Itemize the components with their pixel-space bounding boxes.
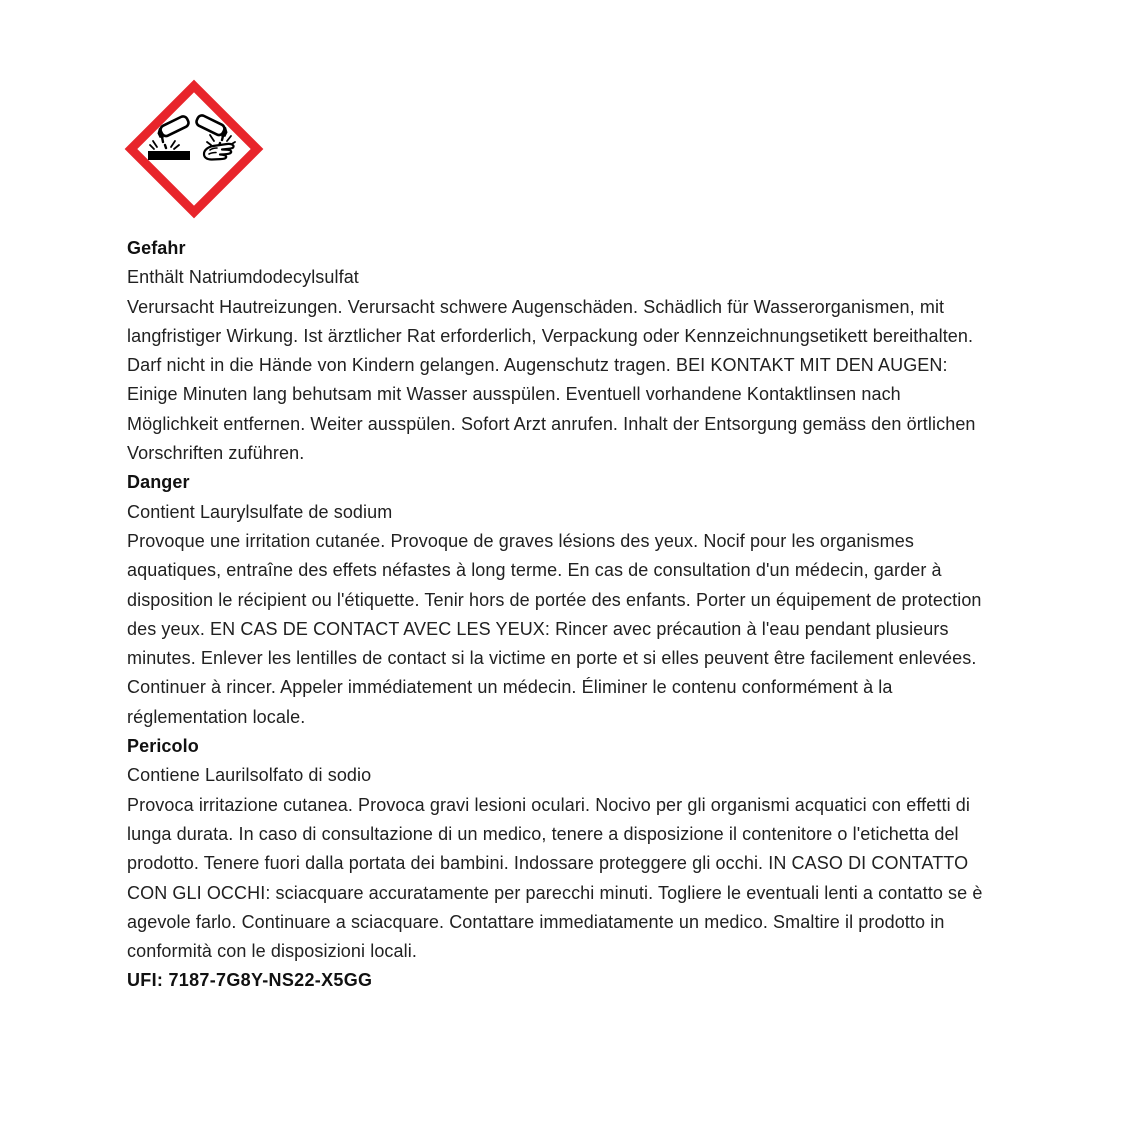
contains-statement-de: Enthält Natriumdodecylsulfat (127, 267, 359, 288)
contains-statement-it: Contiene Laurilsolfato di sodio (127, 765, 372, 786)
hazard-statements-fr: Provoque une irritation cutanée. Provoque de graves lésions des yeux. Nocif pour les organismes aquatiques, entraîne des effets néfastes à long terme. En cas de consultation d'un médecin, garder à disposition le récipient ou l'étiquette. Tenir hors de portée des enfants. Porter un équipement de protection des yeux. EN CAS DE CONTACT AVEC LES YEUX: Rincer avec précaution à l'eau pendant plusieurs minutes. Enlever les lentilles de contact si la victime en porte et si elles peuvent être facilement enlevées. Continuer à rincer. Appeler immédiatement un médecin. Éliminer le contenu conformément à la réglementation locale. (127, 530, 982, 727)
label-text (127, 234, 989, 996)
ghs05-corrosion-icon (124, 79, 264, 219)
surface-bar (148, 151, 190, 160)
ghs05-corrosion-svg (124, 79, 264, 219)
signal-word-de: Gefahr (127, 238, 186, 258)
signal-word-fr: Danger (127, 472, 190, 493)
diamond-border (131, 86, 257, 212)
hazard-statements-de: Verursacht Hautreizungen. Verursacht schwere Augenschäden. Schädlich für Wasserorganismen, mit langfristiger Wirkung. Ist ärztlicher Rat erforderlich, Verpackung oder Kennzeichnungsetikett bereithalten. Darf nicht in die Hände von Kindern gelangen. Augenschutz tragen. BEI KONTAKT MIT DEN AUGEN: Einige Minuten lang behutsam mit Wasser ausspülen. Eventuell vorhandene Kontaktlinsen nach Möglichkeit entfernen. Weiter ausspülen. Sofort Arzt anrufen. Inhalt der Entsorgung gemäss den örtlichen Vorschriften zuführen. (127, 296, 976, 464)
hazard-statements-it: Provoca irritazione cutanea. Provoca gravi lesioni oculari. Nocivo per gli organismi acquatici con effetti di lunga durata. In caso di consultazione di un medico, tenere a disposizione il contenitore o l'etichetta del prodotto. Tenere fuori dalla portata dei bambini. Indossare proteggere gli occhi. IN CASO DI CONTATTO CON GLI OCCHI: sciacquare accuratamente per parecchi minuti. Togliere le eventuali lenti a contatto se è agevole farlo. Continuare a sciacquare. Contattare immediatamente un medico. Smaltire il prodotto in conformità con le disposizioni locali. (127, 794, 983, 962)
signal-word-it: Pericolo (127, 736, 199, 757)
ufi-code: UFI: 7187-7G8Y-NS22-X5GG (127, 970, 373, 991)
contains-statement-fr: Contient Laurylsulfate de sodium (127, 501, 393, 522)
